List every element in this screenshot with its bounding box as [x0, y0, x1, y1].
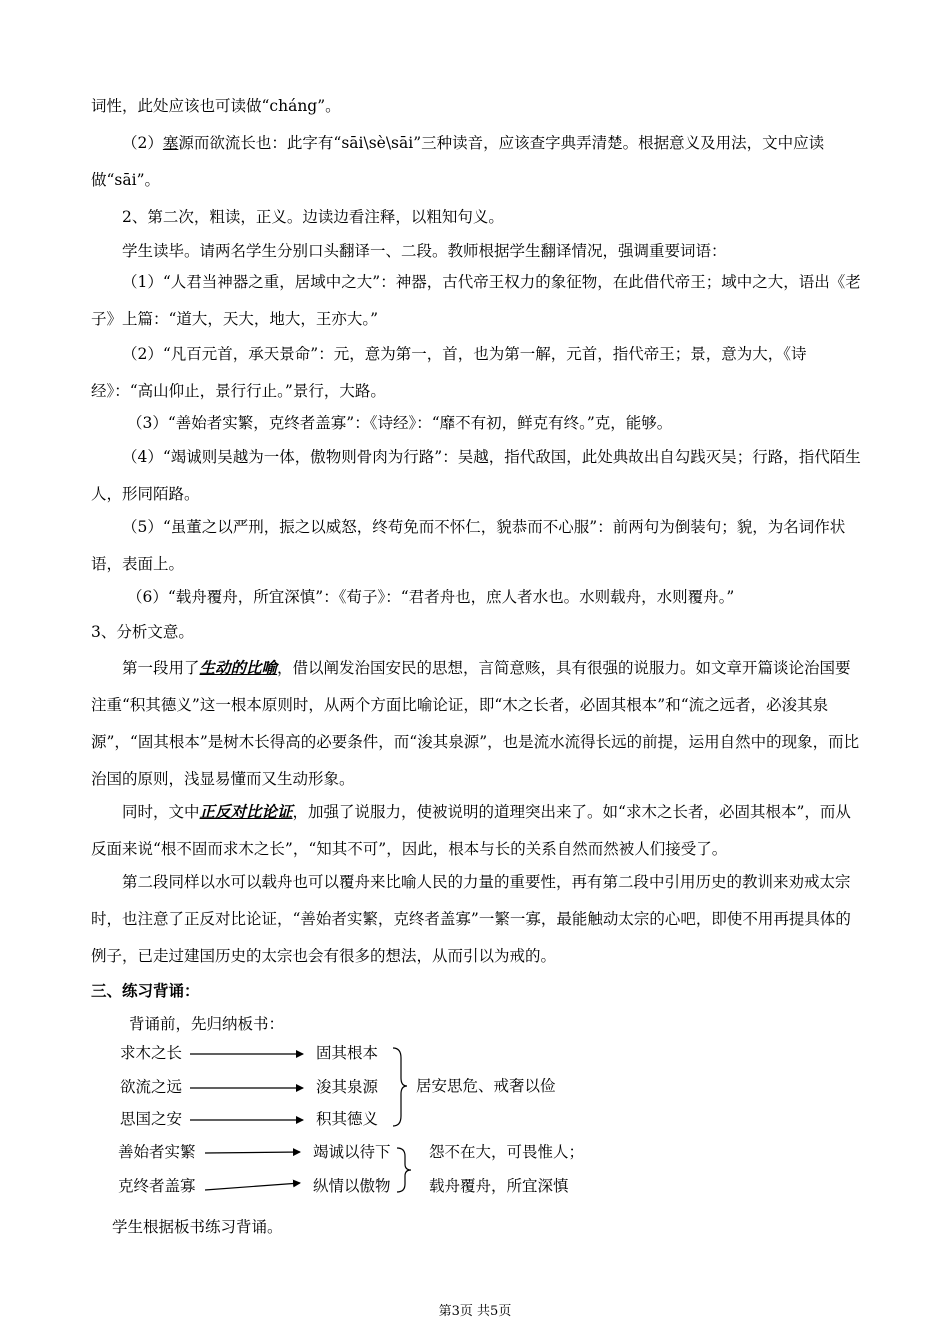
- paragraph-pronunciation-chang: 词性，此处应该也可读做“cháng”。: [91, 97, 341, 115]
- board-left-item: 思国之安: [120, 1110, 183, 1128]
- paragraph-vocab-6: （6）“载舟覆舟，所宜深慎”：《荀子》：“君者舟也，庶人者水也。水则载舟，水则覆舟。”: [127, 588, 735, 606]
- paragraph-vocab-3: （3）“善始者实繁，克终者盖寡”：《诗经》：“靡不有初，鲜克有终。”克，能够。: [127, 414, 673, 432]
- paragraph-board-intro: 背诵前，先归纳板书：: [129, 1015, 285, 1033]
- underlined-character: 塞: [162, 134, 179, 152]
- paragraph-analysis-2: [91, 793, 861, 868]
- emphasis-vivid-metaphor: 生动的比喻: [199, 658, 278, 677]
- paragraph-text: 第一段用了: [122, 659, 200, 677]
- board-right-item: 积其德义: [316, 1110, 379, 1128]
- paragraph-second-reading: 2、第二次，粗读，正义。边读边看注释，以粗知句义。: [122, 208, 504, 226]
- paragraph-analysis-1: [91, 649, 861, 798]
- board-summary-2b: 载舟覆舟，所宜深慎: [429, 1177, 569, 1195]
- paragraph-analysis-3: 第二段同样以水可以载舟也可以覆舟来比喻人民的力量的重要性，再有第二段中引用历史的教训来劝戒太宗时，也注意了正反对比论证，“善始者实繁，克终者盖寡”一繁一寡，最能触动太宗的心吧，即使不用再提具体的例子，已走过建国历史的太宗也会有很多的想法，从而引以为戒的。: [91, 873, 851, 965]
- paragraph-analysis-heading: 3、分析文意。: [91, 623, 194, 641]
- arrow: [205, 1183, 300, 1190]
- arrow: [205, 1152, 300, 1153]
- section-heading-recitation: 三、练习背诵：: [91, 981, 200, 1000]
- board-summary-2a: 怨不在大，可畏惟人；: [429, 1143, 585, 1161]
- paragraph-recitation-practice: 学生根据板书练习背诵。: [112, 1218, 283, 1236]
- board-right-item: 固其根本: [316, 1044, 379, 1062]
- board-right-item: 竭诚以待下: [313, 1143, 391, 1161]
- board-right-item: 纵情以傲物: [313, 1177, 391, 1195]
- page-footer: 第3页 共5页: [438, 1304, 512, 1319]
- paragraph-vocab-1: （1）“人君当神器之重，居域中之大”：神器，古代帝王权力的象征物，在此借代帝王；域中之大，语出《老子》上篇：“道大，天大，地大，王亦大。”: [91, 273, 861, 328]
- brace-1: [393, 1048, 407, 1126]
- paragraph-pronunciation-sai: [91, 125, 861, 199]
- paragraph-text: 源而欲流长也：此字有“sāi\sè\sāi”三种读音，应该查字典弄清楚。根据意义及用法，文中应读做“sāi”。: [91, 134, 825, 189]
- paragraph-text: ，加强了说服力，使被说明的道理突出来了。如“求木之长者，必固其根本”，而从反面来说“根不固而求木之长”，“知其不可”，因此，根本与长的关系自然而然被人们接受了。: [91, 803, 851, 858]
- paragraph-text: ，借以阐发治国安民的思想，言简意赅，具有很强的说服力。如文章开篇谈论治国要注重“积其德义”这一根本原则时，从两个方面比喻论证，即“木之长者，必固其根本”和“流之远者，必浚其泉源”，“固其根本”是树木长得高的必要条件，而“浚其泉源”，也是流水流得长远的前提，运用自然中的现象，而比治国的原则，浅显易懂而又生动形象。: [91, 659, 860, 788]
- brace-2: [397, 1148, 411, 1192]
- paragraph-student-reading: 学生读毕。请两名学生分别口头翻译一、二段。教师根据学生翻译情况，强调重要词语：: [122, 242, 727, 260]
- board-right-item: 浚其泉源: [316, 1078, 379, 1096]
- paragraph-text: 同时，文中: [122, 803, 200, 821]
- board-summary-1: 居安思危、戒奢以俭: [416, 1077, 556, 1095]
- paragraph-vocab-4: （4）“竭诚则吴越为一体，傲物则骨肉为行路”：吴越，指代敌国，此处典故出自勾践灭吴；行路，指代陌生人，形同陌路。: [91, 448, 861, 503]
- list-number: （2）: [122, 134, 163, 152]
- board-left-item: 善始者实繁: [118, 1143, 196, 1161]
- board-left-item: 克终者盖寡: [118, 1177, 196, 1195]
- paragraph-vocab-2: （2）“凡百元首，承天景命”：元，意为第一，首，也为第一解，元首，指代帝王；景，意为大，《诗经》：“高山仰止，景行行止。”景行，大路。: [91, 345, 807, 400]
- paragraph-vocab-5: （5）“虽董之以严刑，振之以威怒，终苟免而不怀仁，貌恭而不心服”：前两句为倒装句；貌，为名词作状语，表面上。: [91, 518, 846, 573]
- emphasis-contrast-argument: 正反对比论证: [199, 802, 293, 821]
- board-left-item: 求木之长: [120, 1044, 183, 1062]
- board-left-item: 欲流之远: [120, 1078, 183, 1096]
